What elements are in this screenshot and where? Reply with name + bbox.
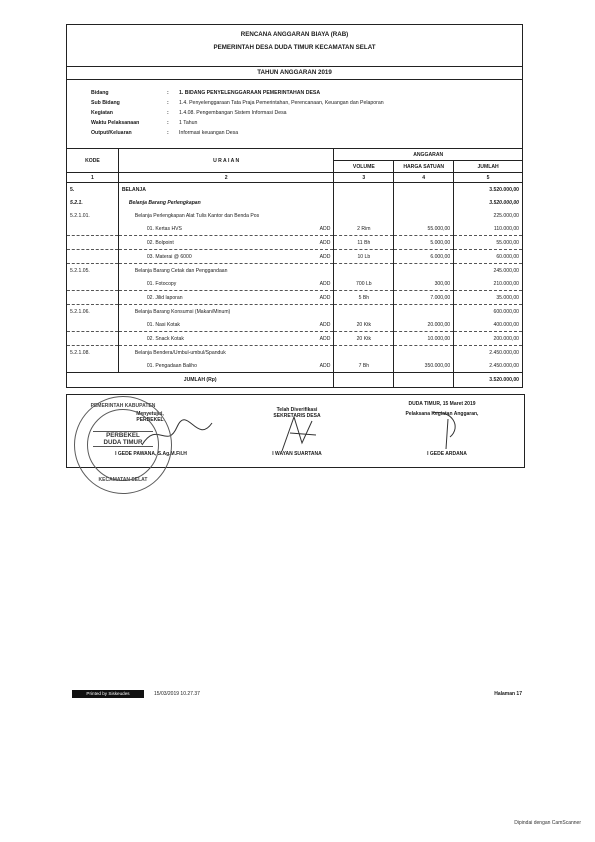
table-row: 5.2.1.06. Belanja Barang Konsumsi (Makan/Minum) 600.000,00	[67, 305, 523, 319]
scanner-watermark: Dipindai dengan CamScanner	[514, 820, 581, 826]
table-row: 02. Jilid laporan ADD 5 Bh 7.000,00 35.000,00	[67, 291, 523, 305]
table-row: 01. Kertas HVS ADD 2 Rim 55.000,00 110.000,00	[67, 222, 523, 236]
left-signatory-name: I GEDE PAWANA, S.Ag.M.Fil.H	[115, 451, 187, 457]
stamp-text-bottom: KECAMATAN SELAT	[98, 477, 148, 483]
header-kode: KODE	[67, 149, 119, 173]
col-number: 3	[334, 173, 394, 183]
table-row: 03. Materai @ 6000 ADD 10 Lb 6.000,00 60.000,00	[67, 250, 523, 264]
left-title-1: Menyetujui,	[136, 411, 164, 417]
document-title	[66, 24, 523, 67]
col-number: 4	[394, 173, 454, 183]
stamp-center: PERBEKEL DUDA TIMUR	[93, 431, 153, 447]
table-row: 5.2.1. Belanja Barang Perlengkapan 3.520.000,00	[67, 196, 523, 209]
stamp-text-top: PEMERINTAH KABUPATEN	[90, 403, 156, 409]
title-line-3: TAHUN ANGGARAN 2019	[66, 66, 523, 80]
right-title-2: Pelaksana Kegiatan Anggaran,	[405, 411, 479, 417]
table-row: 5.2.1.05. Belanja Barang Cetak dan Penggandaan 245.000,00	[67, 264, 523, 278]
header-harga: HARGA SATUAN	[394, 161, 454, 173]
total-label: JUMLAH (Rp)	[67, 373, 334, 388]
info-row-kegiatan: Kegiatan : 1.4.08. Pengembangan Sistem Informasi Desa	[91, 110, 287, 116]
title-line-2: PEMERINTAH DESA DUDA TIMUR KECAMATAN SELAT	[213, 44, 376, 51]
mid-signatory-name: I WAYAN SUARTANA	[272, 451, 322, 457]
right-signatory-name: I GEDE ARDANA	[427, 451, 467, 457]
signature-scribble-middle	[272, 413, 332, 455]
page-number: Halaman 17	[494, 691, 522, 697]
table-row: 5.2.1.01. Belanja Perlengkapan Alat Tulis Kantor dan Benda Pos 225.000,00	[67, 209, 523, 222]
info-row-bidang: Bidang : 1. BIDANG PENYELENGGARAAN PEMERINTAHAN DESA	[91, 90, 321, 96]
total-row	[67, 373, 523, 388]
total-value: 3.520.000,00	[454, 373, 523, 388]
official-stamp	[74, 396, 172, 494]
header-uraian: U R A I A N	[118, 149, 334, 173]
header-volume: VOLUME	[334, 161, 394, 173]
info-row-output: Output/Keluaran : Informasi keuangan Desa	[91, 130, 239, 136]
table-row: 02. Bolpoint ADD 11 Bh 5.000,00 55.000,00	[67, 236, 523, 250]
table-row: 5.2.1.08. Belanja Bendera/Umbul-umbul/Spanduk 2.450.000,00	[67, 346, 523, 360]
table-row: 01. Pengadaan Baliho ADD 7 Bh 350.000,00 2.450.000,00	[67, 359, 523, 373]
left-title-2: PERBEKEL	[136, 417, 164, 423]
table-row: 01. Nasi Kotak ADD 20 Ktk 20.000,00 400.000,00	[67, 318, 523, 332]
table-row: 01. Fotocopy ADD 700 Lb 300,00 210.000,00	[67, 277, 523, 291]
printed-by-badge: Printed by Siskeudes	[72, 690, 144, 698]
info-section	[66, 78, 523, 148]
title-line-1: RENCANA ANGGARAN BIAYA (RAB)	[240, 31, 349, 38]
col-number: 5	[454, 173, 523, 183]
info-row-waktu: Waktu Pelaksanaan : 1 Tahun	[91, 120, 198, 126]
table-row: 5. BELANJA 3.520.000,00	[67, 183, 523, 197]
col-number: 2	[118, 173, 334, 183]
info-row-subbidang: Sub Bidang : 1.4. Penyelenggaraan Tata Praja Pemerintahan, Perencanaan, Keuangan dan Pelaporan	[91, 100, 384, 106]
budget-table	[66, 148, 523, 388]
mid-title-1: Telah Diverifikasi	[276, 407, 318, 413]
table-row: 02. Snack Kotak ADD 20 Ktk 10.000,00 200.000,00	[67, 332, 523, 346]
header-jumlah: JUMLAH	[454, 161, 523, 173]
signature-scribble-right	[422, 407, 472, 452]
col-number: 1	[67, 173, 119, 183]
print-timestamp: 15/03/2019 10.27.37	[154, 691, 200, 697]
mid-title-2: SEKRETARIS DESA	[273, 413, 321, 419]
header-anggaran: ANGGARAN	[334, 149, 523, 161]
right-title-1: DUDA TIMUR, 15 Maret 2019	[408, 401, 476, 407]
